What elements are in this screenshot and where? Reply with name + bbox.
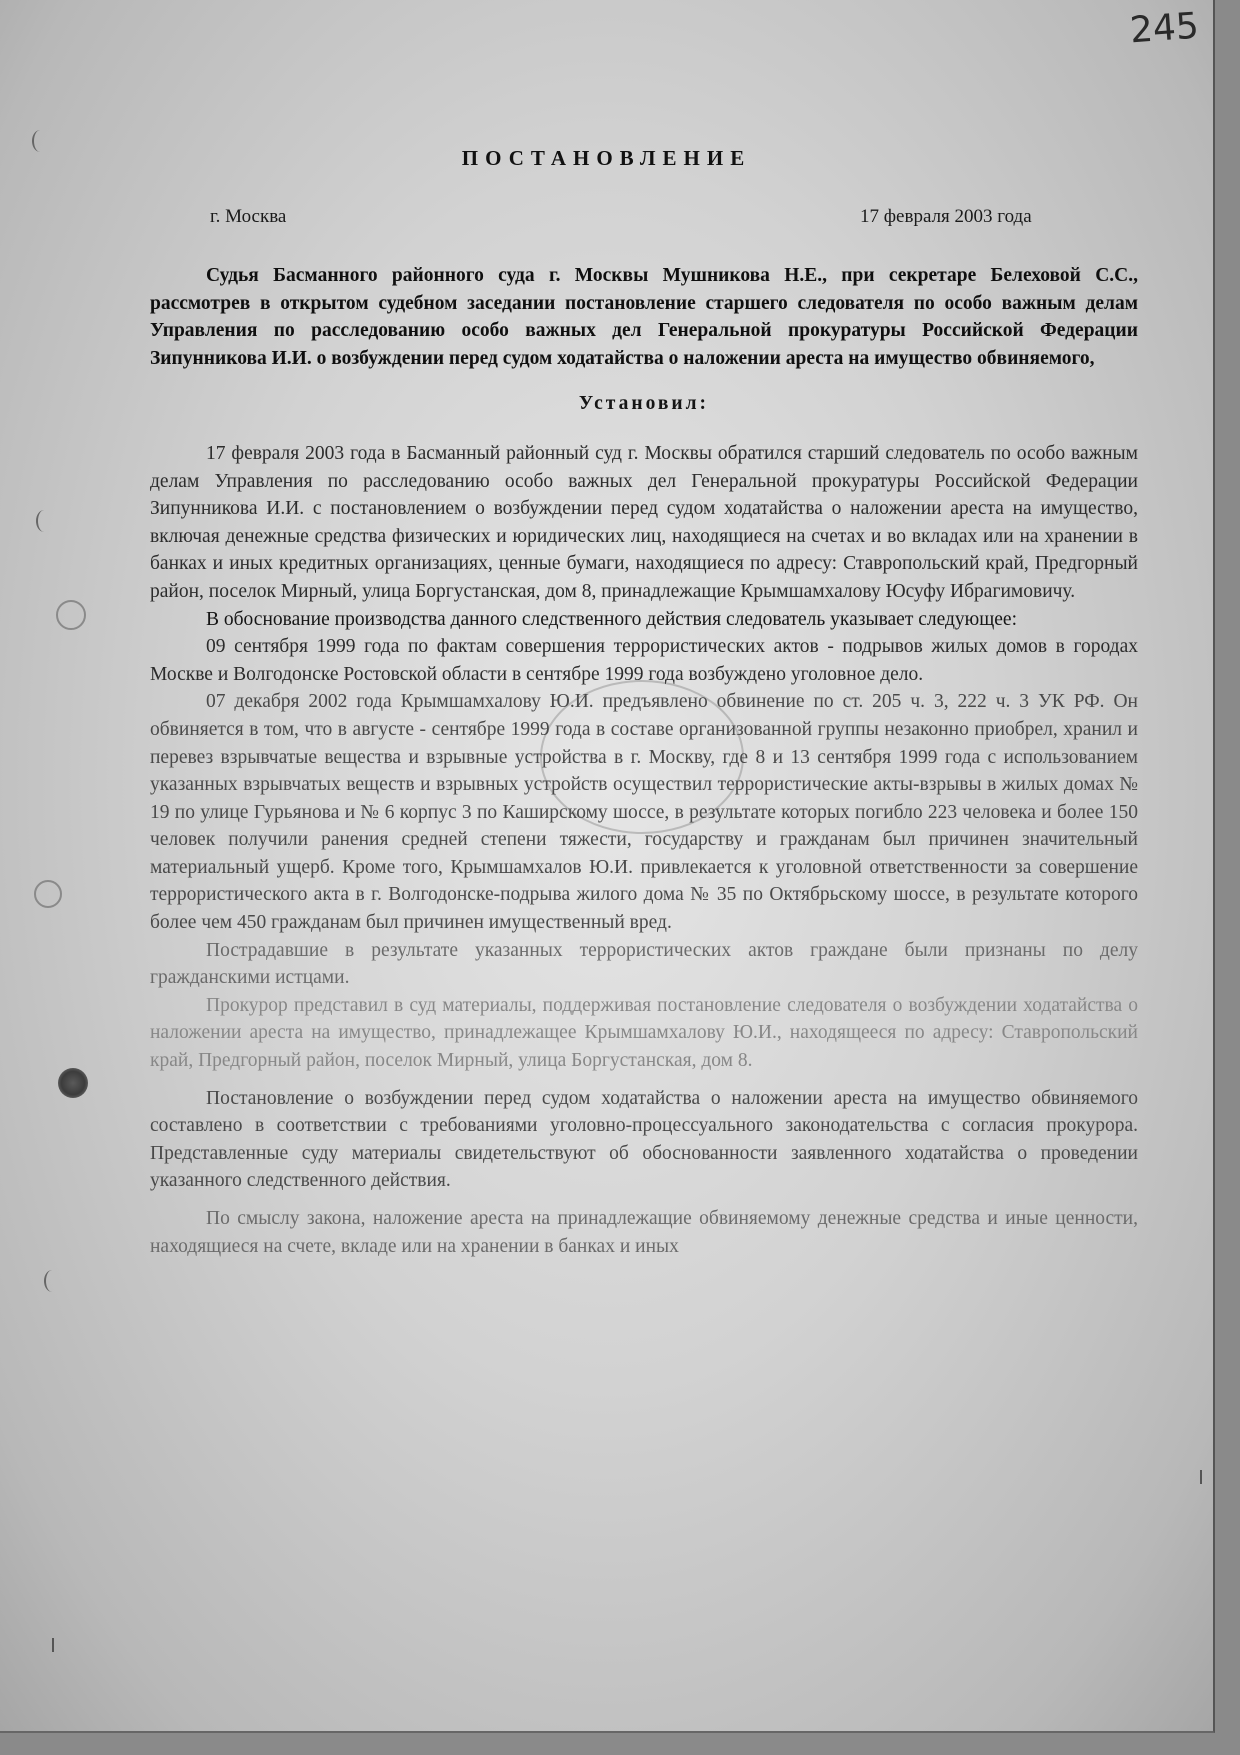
body-paragraph: 17 февраля 2003 года в Басманный районный суд г. Москвы обратился старший следователь по особо важным делам Управления по расследованию особо важных дел Генеральной прокуратуры Российской Федерации Зипунникова И.И. с постановлением о возбуждении перед судом ходатайства о наложении ареста на имущество, включая денежные средства физических и юридических лиц, находящиеся на счетах и во вкладах или на хранении в банках и иных кредитных организациях, ценные бумаги, находящиеся по адресу: Ставропольский край, Предгорный район, поселок Мирный, улица Боргустанская, дом 8, принадлежащие Крымшамхалову Юсуфу Ибрагимовичу. [150,442,1138,602]
body-paragraph: Прокурор представил в суд материалы, поддерживая постановление следователя о возбуждении ходатайства о наложении ареста на имущество, принадлежащее Крымшамхалову Ю.И., находящееся по адресу: Ставропольский край, Предгорный район, поселок Мирный, улица Боргустанская, дом 8. [150,994,1138,1072]
scan-artifact [36,510,52,532]
body-paragraph: Постановление о возбуждении перед судом ходатайства о наложении ареста на имущество обвиняемого составлено в соответствии с требованиями уголовно-процессуального законодательства с согласия прокурора. Представленные суду материалы свидетельствуют об обоснованности заявленного ходатайства о проведении указанного следственного действия. [150,1087,1138,1192]
binder-hole [34,880,62,908]
document-body [150,262,1138,1260]
binder-hole [56,600,86,630]
document-city: г. Москва [210,206,287,227]
paragraph-gap [150,1075,1138,1085]
scan-artifact [1200,1470,1202,1484]
body-paragraph: 07 декабря 2002 года Крымшамхалову Ю.И. предъявлено обвинение по ст. 205 ч. 3, 222 ч. 3 УК РФ. Он обвиняется в том, что в августе - сентябре 1999 года в составе организованной группы незаконно приобрел, хранил и перевез взрывчатые вещества и взрывные устройства в г. Москву, где 8 и 13 сентября 1999 года с использованием указанных взрывчатых веществ и взрывных устройств осуществил террористические акты-взрывы в жилых домах № 19 по улице Гурьянова и № 6 корпус 3 по Каширскому шоссе, в результате которых погибло 223 человека и более 150 человек получили ранения средней степени тяжести, государству и гражданам был причинен значительный материальный ущерб. Кроме того, Крымшамхалов Ю.И. привлекается к уголовной ответственности за совершение террористического акта в г. Волгодонске-подрыва жилого дома № 35 по Октябрьскому шоссе, в результате которого более чем 450 гражданам был причинен имущественный вред. [150,691,1138,934]
paragraph-gap [150,1195,1138,1205]
body-paragraph: Пострадавшие в результате указанных террористических актов граждане были признаны по делу гражданскими истцами. [150,939,1138,989]
document-title: ПОСТАНОВЛЕНИЕ [461,146,752,170]
body-paragraph: По смыслу закона, наложение ареста на принадлежащие обвиняемому денежные средства и иные ценности, находящиеся на счете, вкладе или на хранении в банках и иных [150,1208,1138,1257]
section-heading: Установил: [578,393,710,415]
page-number: 245 [1128,5,1201,52]
scan-artifact [52,1638,54,1652]
body-paragraph: 09 сентября 1999 года по фактам совершения террористических актов - подрывов жилых домов в городах Москве и Волгодонске Ростовской области в сентябре 1999 года возбуждено уголовное дело. [150,636,1138,685]
intro-paragraph: Судья Басманного районного суда г. Москвы Мушникова Н.Е., при секретаре Белеховой С.С., рассмотрев в открытом судебном заседании постановление старшего следователя по особо важным делам Управления по расследованию особо важных дел Генеральной прокуратуры Российской Федерации Зипунникова И.И. о возбуждении перед судом ходатайства о наложении ареста на имущество обвиняемого, [150,265,1138,369]
document-date: 17 февраля 2003 года [860,206,1032,227]
scan-artifact [44,1270,60,1292]
binder-hole [58,1068,88,1098]
body-paragraph: В обоснование производства данного следственного действия следователь указывает следующее: [206,608,1017,630]
